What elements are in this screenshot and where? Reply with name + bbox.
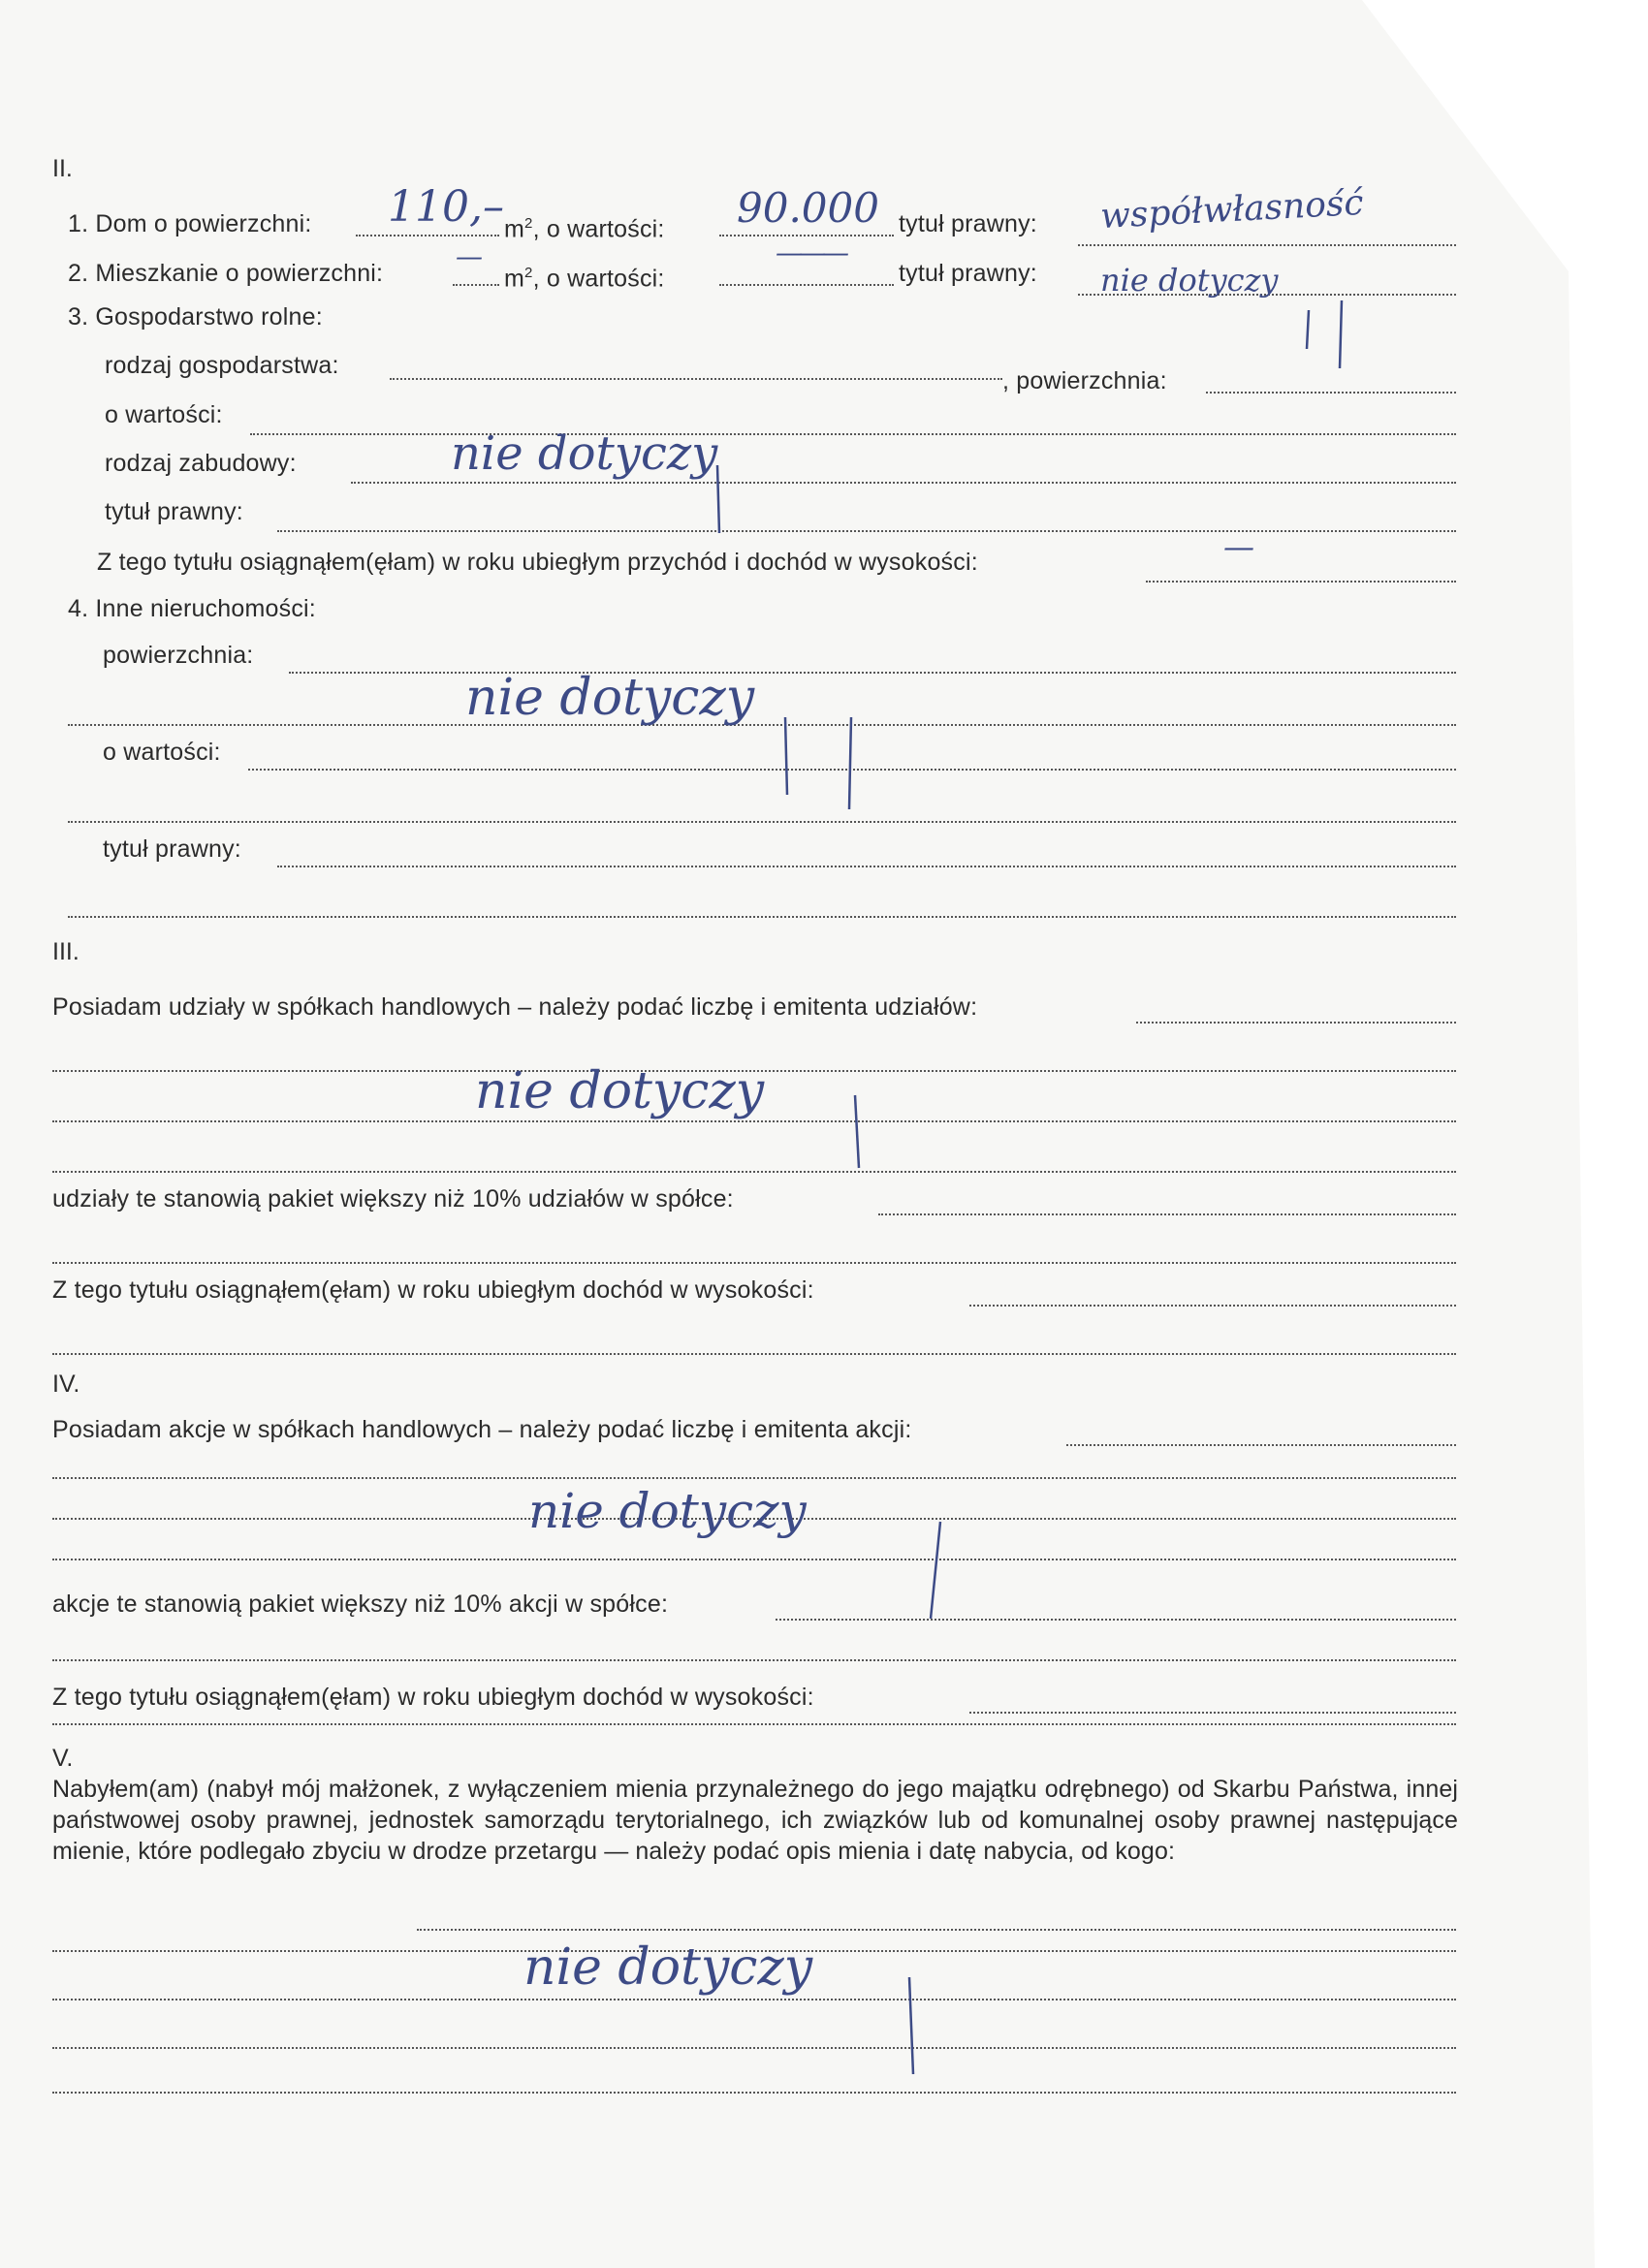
dom-number: 1.	[68, 210, 89, 237]
section-v-heading: V.	[52, 1745, 74, 1772]
section-ii-heading: II.	[52, 155, 73, 182]
v-od-kogo-field[interactable]	[417, 1929, 1456, 1931]
gospodarstwo-label: Gospodarstwo rolne:	[95, 303, 323, 331]
gospodarstwo-number: 3.	[68, 303, 89, 331]
iv-line-2[interactable]	[52, 1477, 1456, 1479]
iv-pakiet-label: akcje te stanowią pakiet większy niż 10% akcji w spółce:	[52, 1591, 669, 1618]
hw-dom-title: współwłasność	[1099, 182, 1365, 237]
iv-dochod-label: Z tego tytułu osiągnąłem(ęłam) w roku ubiegłym dochód w wysokości:	[52, 1684, 814, 1711]
iv-akcje-field[interactable]	[1066, 1444, 1456, 1446]
gosp-tytul-label: tytuł prawny:	[105, 498, 243, 525]
iii-udzialy-field[interactable]	[1136, 1022, 1456, 1024]
mieszkanie-area-field[interactable]	[453, 284, 499, 286]
dom-title-field[interactable]	[1078, 244, 1456, 246]
gosp-dochod-label: Z tego tytułu osiągnąłem(ęłam) w roku ubiegłym przychód i dochód w wysokości:	[97, 549, 978, 576]
hw-iii-stroke	[834, 1076, 892, 1173]
gosp-dochod-field[interactable]	[1146, 581, 1456, 583]
dom-row	[68, 209, 312, 238]
rodzaj-gospodarstwa-label: rodzaj gospodarstwa:	[105, 352, 339, 379]
gosp-wartosc-field[interactable]	[250, 433, 1456, 435]
gosp-powierzchnia-field[interactable]	[1206, 392, 1456, 394]
dom-unit	[504, 209, 665, 243]
hw-gosp: nie dotyczy	[451, 426, 718, 481]
v-line-5[interactable]	[52, 2092, 1456, 2094]
hw-dom-value: 90.000	[737, 184, 879, 232]
inne-tytul-field[interactable]	[277, 866, 1456, 867]
hw-dom-area: 110,–	[388, 182, 504, 232]
hw-inne: nie dotyczy	[465, 669, 755, 727]
hw-gosp-dochod: —	[1223, 528, 1254, 565]
section-iii-heading: III.	[52, 938, 79, 965]
inne-row	[68, 594, 316, 623]
inne-number: 4.	[68, 595, 89, 622]
hw-iii: nie dotyczy	[475, 1062, 765, 1120]
iv-line-4[interactable]	[52, 1559, 1456, 1560]
dom-title-label: tytuł prawny:	[899, 210, 1037, 237]
powierzchnia-label: , powierzchnia:	[1002, 367, 1167, 394]
hw-mieszkanie-area: —	[456, 240, 483, 272]
mieszkanie-number: 2.	[68, 260, 89, 287]
gosp-wartosc-label: o wartości:	[105, 401, 223, 428]
inne-tytul-label: tytuł prawny:	[103, 835, 241, 863]
hw-v: nie dotyczy	[523, 1938, 813, 1997]
iii-line-4[interactable]	[52, 1171, 1456, 1173]
hw-mieszkanie-title: nie dotyczy	[1100, 262, 1279, 299]
v-line-3[interactable]	[52, 1999, 1456, 2000]
iii-pakiet-field[interactable]	[878, 1213, 1456, 1215]
gosp-tytul-field[interactable]	[277, 530, 1456, 532]
inne-wartosc-label: o wartości:	[103, 739, 221, 766]
hw-inne-strokes	[766, 698, 863, 814]
rodzaj-zabudowy-label: rodzaj zabudowy:	[105, 450, 297, 477]
wartosc-label: , o wartości:	[532, 265, 665, 293]
mieszkanie-label: Mieszkanie o powierzchni:	[95, 260, 384, 287]
mieszkanie-unit	[504, 259, 665, 293]
iii-line-3[interactable]	[52, 1120, 1456, 1122]
iii-dochod-label: Z tego tytułu osiągnąłem(ęłam) w roku ubiegłym dochód w wysokości:	[52, 1276, 814, 1304]
section-iv-heading: IV.	[52, 1370, 80, 1398]
iii-line-8[interactable]	[52, 1353, 1456, 1355]
hw-mieszkanie-value: ———	[776, 236, 845, 268]
unit-sup: 2	[524, 265, 533, 281]
v-paragraph: Nabyłem(am) (nabył mój małżonek, z wyłączeniem mienia przynależnego do jego majątku odrębnego) od Skarbu Państwa, innej państwowej osoby prawnej, jednostek samorządu terytorialnego, ich związków lub od komunalnej osoby prawnej następujące mienie, które podlegało zbyciu w drodze przetargu — należy podać opis mienia i datę nabycia, od kogo:	[52, 1776, 1458, 1865]
iv-line-6[interactable]	[52, 1659, 1456, 1661]
mieszkanie-title-label: tytuł prawny:	[899, 260, 1037, 287]
rodzaj-zabudowy-field[interactable]	[351, 482, 1456, 484]
v-line-4[interactable]	[52, 2047, 1456, 2049]
inne-line-4[interactable]	[68, 821, 1456, 823]
iv-pakiet-field[interactable]	[776, 1619, 1456, 1621]
unit-m: m	[504, 215, 525, 243]
iv-dochod-field[interactable]	[969, 1712, 1456, 1714]
iii-udzialy-label: Posiadam udziały w spółkach handlowych – należy podać liczbę i emitenta udziałów:	[52, 993, 978, 1021]
mieszkanie-row	[68, 259, 383, 288]
inne-line-2[interactable]	[68, 724, 1456, 726]
inne-label: Inne nieruchomości:	[95, 595, 316, 622]
dom-label: Dom o powierzchni:	[95, 210, 312, 237]
rodzaj-gospodarstwa-field[interactable]	[390, 378, 1002, 380]
iii-pakiet-label: udziały te stanowią pakiet większy niż 10% udziałów w spółce:	[52, 1185, 734, 1213]
iii-line-6[interactable]	[52, 1262, 1456, 1264]
hw-gosp-stroke	[698, 465, 737, 552]
inne-line-6[interactable]	[68, 916, 1456, 918]
hw-iv-stroke	[902, 1512, 960, 1628]
inne-powierzchnia-label: powierzchnia:	[103, 642, 254, 669]
dom-area-field[interactable]	[356, 235, 499, 236]
iii-dochod-field[interactable]	[969, 1305, 1456, 1307]
inne-powierzchnia-field[interactable]	[289, 672, 1456, 674]
mieszkanie-value-field[interactable]	[719, 284, 894, 286]
wartosc-label: , o wartości:	[532, 215, 665, 243]
unit-sup: 2	[524, 215, 533, 232]
iv-line-8[interactable]	[52, 1723, 1456, 1725]
unit-m: m	[504, 265, 525, 293]
hw-iv: nie dotyczy	[528, 1483, 807, 1539]
gospodarstwo-row	[68, 302, 323, 331]
hw-vertical-strokes	[1299, 291, 1357, 378]
hw-v-stroke	[892, 1968, 950, 2084]
iv-akcje-label: Posiadam akcje w spółkach handlowych – należy podać liczbę i emitenta akcji:	[52, 1416, 912, 1443]
